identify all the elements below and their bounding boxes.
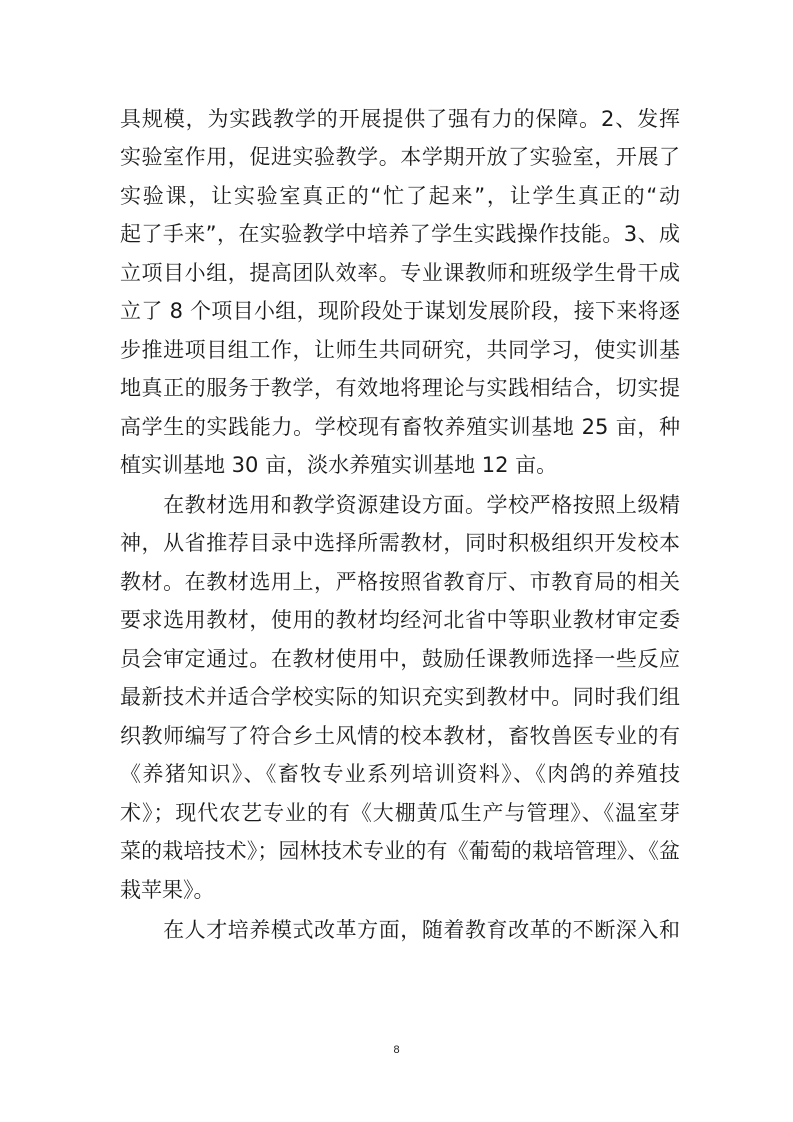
text-line: 栽苹果》。 — [120, 878, 215, 902]
text-line: 《养猪知识》、《畜牧专业系列培训资料》、《肉鸽的养殖技 — [120, 762, 680, 786]
text-line: 术》；现代农艺专业的有《大棚黄瓜生产与管理》、《温室芽 — [120, 801, 680, 825]
text-line: 织教师编写了符合乡土风情的校本教材，畜牧兽医专业的有 — [120, 724, 680, 748]
text-line: 植实训基地 30 亩，淡水养殖实训基地 12 亩。 — [120, 453, 558, 477]
text-line: 立了 8 个项目小组，现阶段处于谋划发展阶段，接下来将逐 — [120, 299, 680, 323]
text-line: 菜的栽培技术》；园林技术专业的有《葡萄的栽培管理》、《盆 — [120, 839, 680, 863]
text-line: 要求选用教材，使用的教材均经河北省中等职业教材审定委 — [120, 608, 680, 632]
text-line: 立项目小组，提高团队效率。专业课教师和班级学生骨干成 — [120, 261, 680, 285]
text-line: 教材。在教材选用上，严格按照省教育厅、市教育局的相关 — [120, 570, 680, 594]
text-line: 步推进项目组工作，让师生共同研究，共同学习，使实训基 — [120, 338, 680, 362]
text-line: 最新技术并适合学校实际的知识充实到教材中。同时我们组 — [120, 685, 680, 709]
text-line: 神，从省推荐目录中选择所需教材，同时积极组织开发校本 — [120, 531, 680, 555]
text-line: 具规模，为实践教学的开展提供了强有力的保障。2、发挥 — [120, 107, 680, 131]
text-line: 在人才培养模式改革方面，随着教育改革的不断深入和 — [120, 918, 680, 942]
text-line: 起了手来”，在实验教学中培养了学生实践操作技能。3、成 — [120, 222, 680, 246]
page-number: 8 — [393, 1044, 400, 1056]
text-line: 在教材选用和教学资源建设方面。学校严格按照上级精 — [120, 493, 680, 517]
text-line: 实验室作用，促进实验教学。本学期开放了实验室，开展了 — [120, 145, 680, 169]
text-line: 高学生的实践能力。学校现有畜牧养殖实训基地 25 亩，种 — [120, 415, 680, 439]
text-line: 实验课，让实验室真正的“忙了起来”，让学生真正的“动 — [120, 184, 680, 208]
text-line: 员会审定通过。在教材使用中，鼓励任课教师选择一些反应 — [120, 647, 680, 671]
text-line: 地真正的服务于教学，有效地将理论与实践相结合，切实提 — [120, 376, 680, 400]
